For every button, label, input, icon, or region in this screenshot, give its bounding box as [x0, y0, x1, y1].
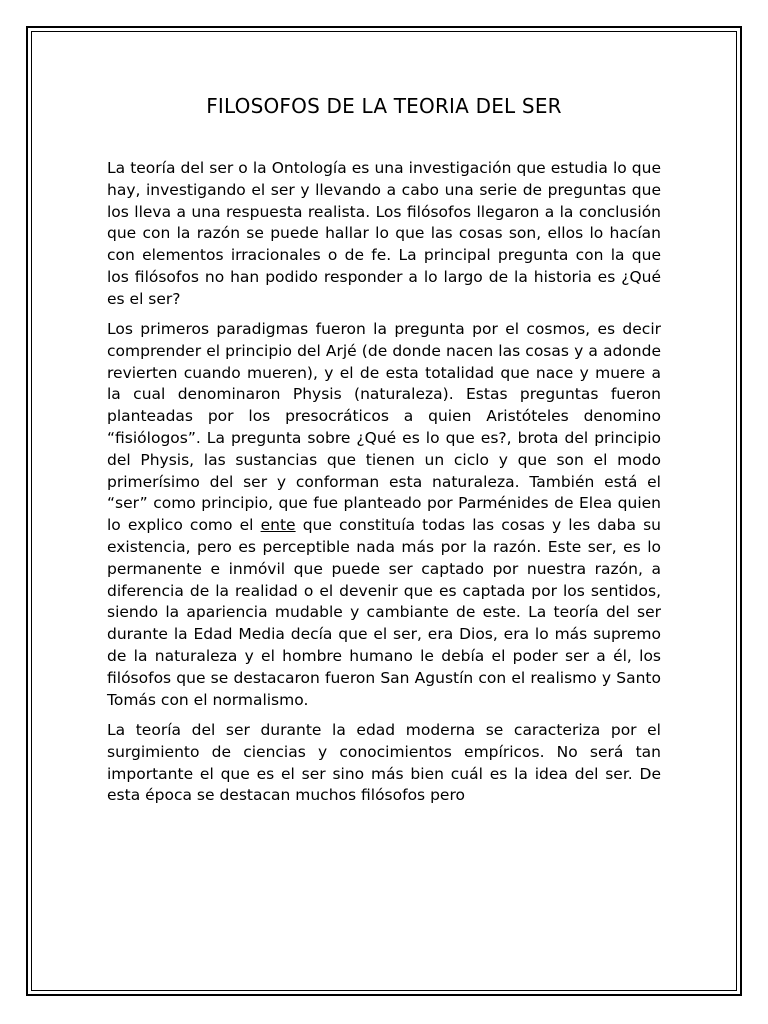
- ente-link[interactable]: ente: [260, 516, 296, 535]
- paragraph-modern-age: La teoría del ser durante la edad moderna se caracteriza por el surgimiento de ciencias y conocimientos empíricos. No será tan importante el que es el ser sino más bien cuál es la idea del ser. De esta época se destacan muchos filósofos pero: [107, 720, 661, 805]
- paragraph-2-text-start: Los primeros paradigmas fueron la pregunta por el cosmos, es decir comprender el principio del Arjé (de donde nacen las cosas y a adonde revierten cuando mueren), y el de esta totalidad que nace y muere a la cual denominaron Physis (naturaleza). Estas preguntas fueron planteadas por los presocráticos a quien Aristóteles denomino “fisiólogos”. La pregunta sobre ¿Qué es lo que es?, brota del principio del Physis, las sustancias que tienen un ciclo y que son el modo primerísimo del ser y conforman esta naturaleza. También está el “ser” como principio, que fue planteado por Parménides de Elea quien lo explico como el: [107, 320, 661, 535]
- paragraph-ontology-intro: La teoría del ser o la Ontología es una investigación que estudia lo que hay, investigando el ser y llevando a cabo una serie de preguntas que los lleva a una respuesta realista. Los filósofos llegaron a la conclusión que con la razón se puede hallar lo que las cosas son, ellos lo hacían con elementos irracionales o de fe. La principal pregunta con la que los filósofos no han podido responder a lo largo de la historia es ¿Qué es el ser?: [107, 159, 661, 308]
- paragraph-2-text-end: que constituía todas las cosas y les daba su existencia, pero es perceptible nada más por la razón. Este ser, es lo permanente e inmóvil que puede ser captado por nuestra razón, a diferencia de la realidad o el devenir que es captada por los sentidos, siendo la apariencia mudable y cambiante de este. La teoría del ser durante la Edad Media decía que el ser, era Dios, era lo más supremo de la naturaleza y el hombre humano le debía el poder ser a él, los filósofos que se destacaron fueron San Agustín con el realismo y Santo Tomás con el normalismo.: [107, 516, 661, 709]
- document-body: [107, 158, 661, 816]
- paragraph-first-paradigms: [107, 319, 661, 711]
- document-title: FILOSOFOS DE LA TEORIA DEL SER: [206, 94, 562, 118]
